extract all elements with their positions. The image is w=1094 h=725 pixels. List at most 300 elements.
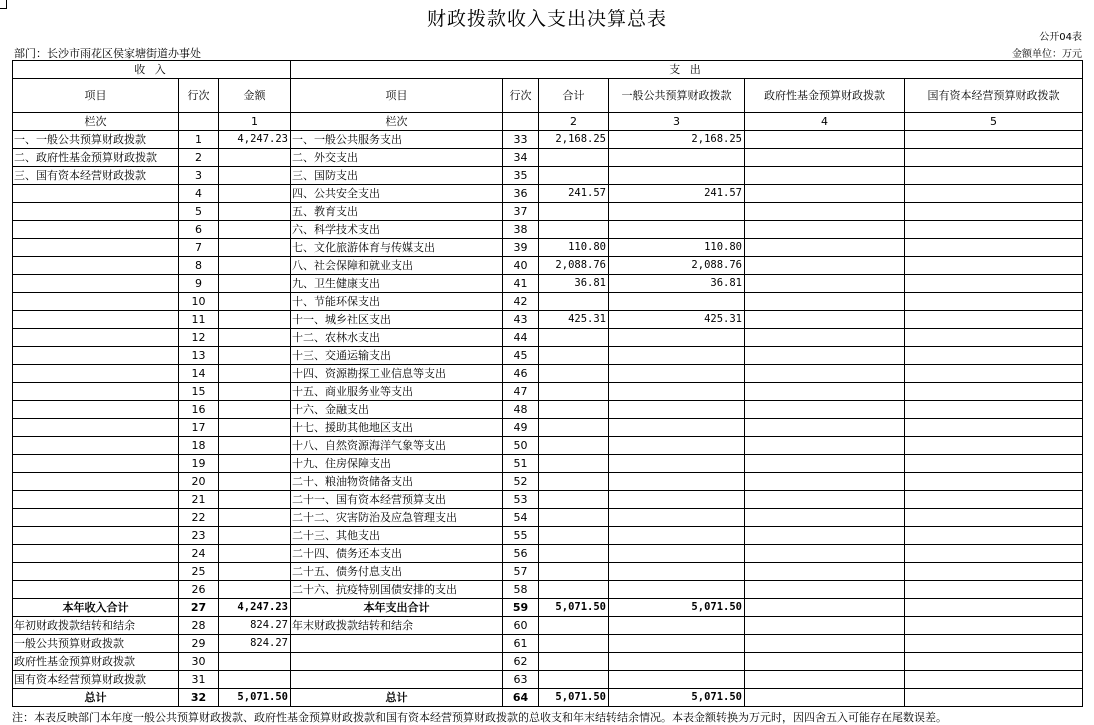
expense-fund-cell bbox=[745, 617, 905, 635]
expense-rowno-cell: 62 bbox=[503, 653, 539, 671]
expense-total-cell bbox=[539, 383, 609, 401]
income-item-cell: 年初财政拨款结转和结余 bbox=[13, 617, 179, 635]
income-item-cell bbox=[13, 455, 179, 473]
expense-fund-cell bbox=[745, 185, 905, 203]
income-amount-cell: 824.27 bbox=[219, 617, 291, 635]
expense-item-cell: 六、科学技术支出 bbox=[291, 221, 503, 239]
expense-state-cell bbox=[905, 347, 1083, 365]
income-rowno-cell: 15 bbox=[179, 383, 219, 401]
expense-state-cell bbox=[905, 185, 1083, 203]
expense-item-cell: 十三、交通运输支出 bbox=[291, 347, 503, 365]
income-amount-cell bbox=[219, 185, 291, 203]
expense-lanci: 栏次 bbox=[291, 113, 503, 131]
expense-fund-cell bbox=[745, 581, 905, 599]
expense-general-cell bbox=[609, 365, 745, 383]
expense-item-cell: 十六、金融支出 bbox=[291, 401, 503, 419]
income-rowno-cell: 9 bbox=[179, 275, 219, 293]
income-rowno-cell: 25 bbox=[179, 563, 219, 581]
table-row bbox=[13, 185, 1083, 203]
expense-state-header: 国有资本经营预算财政拨款 bbox=[905, 79, 1083, 113]
expense-rowno-cell: 46 bbox=[503, 365, 539, 383]
expense-item-cell: 十一、城乡社区支出 bbox=[291, 311, 503, 329]
expense-general-cell bbox=[609, 455, 745, 473]
expense-item-cell: 十八、自然资源海洋气象等支出 bbox=[291, 437, 503, 455]
expense-state-cell bbox=[905, 383, 1083, 401]
income-rowno-cell: 12 bbox=[179, 329, 219, 347]
table-row bbox=[13, 167, 1083, 185]
expense-item-cell: 五、教育支出 bbox=[291, 203, 503, 221]
table-row bbox=[13, 509, 1083, 527]
expense-rowno-cell: 59 bbox=[503, 599, 539, 617]
expense-general-cell bbox=[609, 221, 745, 239]
income-amount-cell bbox=[219, 365, 291, 383]
expense-total-cell bbox=[539, 167, 609, 185]
income-amount-cell bbox=[219, 293, 291, 311]
income-item-cell bbox=[13, 473, 179, 491]
expense-fund-header: 政府性基金预算财政拨款 bbox=[745, 79, 905, 113]
income-lanci-rowno bbox=[179, 113, 219, 131]
income-amount-cell bbox=[219, 671, 291, 689]
income-item-cell: 二、政府性基金预算财政拨款 bbox=[13, 149, 179, 167]
income-item-cell bbox=[13, 419, 179, 437]
income-rowno-cell: 26 bbox=[179, 581, 219, 599]
expense-total-cell bbox=[539, 545, 609, 563]
expense-total-cell: 2,088.76 bbox=[539, 257, 609, 275]
expense-fund-cell bbox=[745, 689, 905, 707]
column-header-row bbox=[13, 79, 1083, 113]
expense-rowno-cell: 58 bbox=[503, 581, 539, 599]
income-rowno-cell: 17 bbox=[179, 419, 219, 437]
expense-general-cell bbox=[609, 509, 745, 527]
expense-fund-cell bbox=[745, 599, 905, 617]
expense-total-cell bbox=[539, 221, 609, 239]
page-title: 财政拨款收入支出决算总表 bbox=[426, 8, 667, 30]
income-item-cell bbox=[13, 275, 179, 293]
expense-total-header: 合计 bbox=[539, 79, 609, 113]
expense-state-cell bbox=[905, 293, 1083, 311]
expense-item-cell: 八、社会保障和就业支出 bbox=[291, 257, 503, 275]
expense-state-cell bbox=[905, 437, 1083, 455]
expense-general-cell bbox=[609, 437, 745, 455]
expense-state-cell bbox=[905, 671, 1083, 689]
col-index-3: 3 bbox=[609, 113, 745, 131]
expense-item-cell: 十五、商业服务业等支出 bbox=[291, 383, 503, 401]
expense-rowno-cell: 50 bbox=[503, 437, 539, 455]
expense-general-cell: 2,088.76 bbox=[609, 257, 745, 275]
department-label: 部门：长沙市雨花区侯家塘街道办事处 bbox=[14, 47, 201, 60]
expense-rowno-cell: 57 bbox=[503, 563, 539, 581]
income-amount-cell bbox=[219, 149, 291, 167]
income-amount-cell bbox=[219, 401, 291, 419]
table-row bbox=[13, 257, 1083, 275]
expense-rowno-cell: 48 bbox=[503, 401, 539, 419]
table-row bbox=[13, 671, 1083, 689]
col-index-4: 4 bbox=[745, 113, 905, 131]
expense-fund-cell bbox=[745, 167, 905, 185]
income-amount-header: 金额 bbox=[219, 79, 291, 113]
expense-total-cell: 2,168.25 bbox=[539, 131, 609, 149]
expense-item-cell: 总计 bbox=[291, 689, 503, 707]
income-item-cell: 本年收入合计 bbox=[13, 599, 179, 617]
income-rowno-cell: 13 bbox=[179, 347, 219, 365]
expense-fund-cell bbox=[745, 311, 905, 329]
expense-rowno-header: 行次 bbox=[503, 79, 539, 113]
income-amount-cell: 4,247.23 bbox=[219, 131, 291, 149]
income-item-cell bbox=[13, 365, 179, 383]
expense-item-cell bbox=[291, 671, 503, 689]
income-amount-cell: 4,247.23 bbox=[219, 599, 291, 617]
income-item-cell bbox=[13, 509, 179, 527]
expense-item-cell: 四、公共安全支出 bbox=[291, 185, 503, 203]
expense-state-cell bbox=[905, 617, 1083, 635]
expense-fund-cell bbox=[745, 527, 905, 545]
income-rowno-cell: 14 bbox=[179, 365, 219, 383]
expense-rowno-cell: 43 bbox=[503, 311, 539, 329]
income-rowno-cell: 23 bbox=[179, 527, 219, 545]
income-amount-cell bbox=[219, 527, 291, 545]
expense-general-cell bbox=[609, 491, 745, 509]
expense-state-cell bbox=[905, 329, 1083, 347]
expense-state-cell bbox=[905, 545, 1083, 563]
income-item-cell bbox=[13, 581, 179, 599]
expense-total-cell: 241.57 bbox=[539, 185, 609, 203]
income-amount-cell bbox=[219, 221, 291, 239]
expense-rowno-cell: 38 bbox=[503, 221, 539, 239]
expense-fund-cell bbox=[745, 329, 905, 347]
expense-general-cell bbox=[609, 617, 745, 635]
income-rowno-cell: 28 bbox=[179, 617, 219, 635]
income-rowno-cell: 30 bbox=[179, 653, 219, 671]
income-item-cell: 三、国有资本经营财政拨款 bbox=[13, 167, 179, 185]
expense-item-cell: 二、外交支出 bbox=[291, 149, 503, 167]
expense-fund-cell bbox=[745, 275, 905, 293]
expense-fund-cell bbox=[745, 545, 905, 563]
income-item-cell bbox=[13, 293, 179, 311]
expense-rowno-cell: 52 bbox=[503, 473, 539, 491]
expense-fund-cell bbox=[745, 419, 905, 437]
table-row bbox=[13, 617, 1083, 635]
expense-fund-cell bbox=[745, 473, 905, 491]
income-rowno-cell: 22 bbox=[179, 509, 219, 527]
expense-total-cell: 425.31 bbox=[539, 311, 609, 329]
income-rowno-cell: 10 bbox=[179, 293, 219, 311]
expense-rowno-cell: 41 bbox=[503, 275, 539, 293]
income-item-cell bbox=[13, 311, 179, 329]
income-rowno-cell: 5 bbox=[179, 203, 219, 221]
expense-rowno-cell: 64 bbox=[503, 689, 539, 707]
expense-total-cell bbox=[539, 671, 609, 689]
expense-fund-cell bbox=[745, 401, 905, 419]
expense-total-cell: 5,071.50 bbox=[539, 689, 609, 707]
expense-state-cell bbox=[905, 401, 1083, 419]
expense-total-cell bbox=[539, 635, 609, 653]
expense-item-cell: 二十二、灾害防治及应急管理支出 bbox=[291, 509, 503, 527]
expense-general-cell: 110.80 bbox=[609, 239, 745, 257]
income-amount-cell bbox=[219, 653, 291, 671]
income-rowno-header: 行次 bbox=[179, 79, 219, 113]
expense-state-cell bbox=[905, 527, 1083, 545]
expense-rowno-cell: 55 bbox=[503, 527, 539, 545]
expense-general-cell: 241.57 bbox=[609, 185, 745, 203]
income-rowno-cell: 1 bbox=[179, 131, 219, 149]
expense-total-cell bbox=[539, 617, 609, 635]
table-row bbox=[13, 401, 1083, 419]
expense-total-cell bbox=[539, 581, 609, 599]
expense-general-cell bbox=[609, 383, 745, 401]
expense-state-cell bbox=[905, 203, 1083, 221]
table-row bbox=[13, 221, 1083, 239]
expense-total-cell: 110.80 bbox=[539, 239, 609, 257]
table-row bbox=[13, 149, 1083, 167]
income-amount-cell bbox=[219, 347, 291, 365]
expense-fund-cell bbox=[745, 221, 905, 239]
table-row bbox=[13, 455, 1083, 473]
expense-general-cell bbox=[609, 167, 745, 185]
expense-state-cell bbox=[905, 689, 1083, 707]
income-item-cell bbox=[13, 545, 179, 563]
expense-state-cell bbox=[905, 311, 1083, 329]
income-rowno-cell: 3 bbox=[179, 167, 219, 185]
expense-total-cell bbox=[539, 365, 609, 383]
expense-general-cell bbox=[609, 347, 745, 365]
income-amount-cell: 824.27 bbox=[219, 635, 291, 653]
income-amount-cell bbox=[219, 545, 291, 563]
table-row bbox=[13, 599, 1083, 617]
expense-item-cell: 二十五、债务付息支出 bbox=[291, 563, 503, 581]
expense-fund-cell bbox=[745, 257, 905, 275]
expense-fund-cell bbox=[745, 653, 905, 671]
expense-fund-cell bbox=[745, 509, 905, 527]
table-row bbox=[13, 473, 1083, 491]
expense-rowno-cell: 34 bbox=[503, 149, 539, 167]
table-row bbox=[13, 545, 1083, 563]
expense-item-cell: 二十一、国有资本经营预算支出 bbox=[291, 491, 503, 509]
expense-state-cell bbox=[905, 653, 1083, 671]
income-item-cell bbox=[13, 527, 179, 545]
expense-fund-cell bbox=[745, 563, 905, 581]
income-amount-cell bbox=[219, 203, 291, 221]
expense-state-cell bbox=[905, 149, 1083, 167]
col-index-2: 2 bbox=[539, 113, 609, 131]
expense-general-cell bbox=[609, 473, 745, 491]
expense-state-cell bbox=[905, 257, 1083, 275]
expense-rowno-cell: 33 bbox=[503, 131, 539, 149]
expense-total-cell: 36.81 bbox=[539, 275, 609, 293]
income-amount-cell bbox=[219, 437, 291, 455]
expense-item-cell: 本年支出合计 bbox=[291, 599, 503, 617]
income-rowno-cell: 4 bbox=[179, 185, 219, 203]
table-row bbox=[13, 347, 1083, 365]
income-rowno-cell: 6 bbox=[179, 221, 219, 239]
income-item-cell bbox=[13, 203, 179, 221]
table-row bbox=[13, 491, 1083, 509]
income-amount-cell bbox=[219, 509, 291, 527]
income-amount-cell bbox=[219, 167, 291, 185]
expense-general-cell bbox=[609, 635, 745, 653]
expense-rowno-cell: 51 bbox=[503, 455, 539, 473]
expense-general-cell bbox=[609, 401, 745, 419]
expense-fund-cell bbox=[745, 437, 905, 455]
expense-rowno-cell: 36 bbox=[503, 185, 539, 203]
expense-item-cell: 十四、资源勘探工业信息等支出 bbox=[291, 365, 503, 383]
expense-fund-cell bbox=[745, 365, 905, 383]
income-item-cell bbox=[13, 347, 179, 365]
expense-general-cell: 5,071.50 bbox=[609, 599, 745, 617]
income-item-cell bbox=[13, 563, 179, 581]
expense-item-cell: 十九、住房保障支出 bbox=[291, 455, 503, 473]
expense-rowno-cell: 54 bbox=[503, 509, 539, 527]
income-amount-cell bbox=[219, 239, 291, 257]
income-item-cell: 政府性基金预算财政拨款 bbox=[13, 653, 179, 671]
expense-total-cell bbox=[539, 329, 609, 347]
expense-rowno-cell: 37 bbox=[503, 203, 539, 221]
income-amount-cell bbox=[219, 491, 291, 509]
income-amount-cell bbox=[219, 383, 291, 401]
income-item-cell bbox=[13, 185, 179, 203]
expense-total-cell bbox=[539, 293, 609, 311]
table-row bbox=[13, 365, 1083, 383]
expense-rowno-cell: 60 bbox=[503, 617, 539, 635]
income-rowno-cell: 29 bbox=[179, 635, 219, 653]
expense-fund-cell bbox=[745, 383, 905, 401]
expense-state-cell bbox=[905, 455, 1083, 473]
income-rowno-cell: 7 bbox=[179, 239, 219, 257]
income-amount-cell bbox=[219, 563, 291, 581]
expense-state-cell bbox=[905, 635, 1083, 653]
expense-fund-cell bbox=[745, 203, 905, 221]
income-rowno-cell: 18 bbox=[179, 437, 219, 455]
expense-item-cell: 二十四、债务还本支出 bbox=[291, 545, 503, 563]
income-section-header: 收 入 bbox=[13, 61, 291, 79]
expense-general-cell bbox=[609, 293, 745, 311]
table-row bbox=[13, 581, 1083, 599]
income-item-cell bbox=[13, 239, 179, 257]
table-row bbox=[13, 563, 1083, 581]
expense-general-cell bbox=[609, 203, 745, 221]
expense-rowno-cell: 49 bbox=[503, 419, 539, 437]
expense-general-cell bbox=[609, 563, 745, 581]
expense-fund-cell bbox=[745, 131, 905, 149]
expense-item-header: 项目 bbox=[291, 79, 503, 113]
expense-item-cell: 二十三、其他支出 bbox=[291, 527, 503, 545]
expense-general-cell bbox=[609, 581, 745, 599]
table-row bbox=[13, 383, 1083, 401]
expense-item-cell: 一、一般公共服务支出 bbox=[291, 131, 503, 149]
table-row bbox=[13, 293, 1083, 311]
expense-total-cell bbox=[539, 563, 609, 581]
expense-rowno-cell: 42 bbox=[503, 293, 539, 311]
income-amount-cell bbox=[219, 257, 291, 275]
expense-rowno-cell: 35 bbox=[503, 167, 539, 185]
income-item-cell bbox=[13, 257, 179, 275]
expense-item-cell: 七、文化旅游体育与传媒支出 bbox=[291, 239, 503, 257]
unit-label: 金额单位：万元 bbox=[1012, 49, 1082, 60]
expense-total-cell bbox=[539, 455, 609, 473]
expense-state-cell bbox=[905, 419, 1083, 437]
income-rowno-cell: 31 bbox=[179, 671, 219, 689]
expense-rowno-cell: 39 bbox=[503, 239, 539, 257]
table-row bbox=[13, 203, 1083, 221]
expense-fund-cell bbox=[745, 347, 905, 365]
income-amount-cell bbox=[219, 455, 291, 473]
expense-total-cell bbox=[539, 203, 609, 221]
expense-fund-cell bbox=[745, 149, 905, 167]
table-row bbox=[13, 311, 1083, 329]
expense-state-cell bbox=[905, 599, 1083, 617]
table-row bbox=[13, 527, 1083, 545]
expense-general-cell bbox=[609, 653, 745, 671]
income-rowno-cell: 19 bbox=[179, 455, 219, 473]
expense-rowno-cell: 40 bbox=[503, 257, 539, 275]
expense-rowno-cell: 53 bbox=[503, 491, 539, 509]
income-rowno-cell: 27 bbox=[179, 599, 219, 617]
expense-state-cell bbox=[905, 131, 1083, 149]
income-item-cell: 总计 bbox=[13, 689, 179, 707]
expense-fund-cell bbox=[745, 293, 905, 311]
expense-general-cell bbox=[609, 545, 745, 563]
expense-state-cell bbox=[905, 563, 1083, 581]
expense-item-cell: 二十六、抗疫特别国债安排的支出 bbox=[291, 581, 503, 599]
expense-item-cell: 三、国防支出 bbox=[291, 167, 503, 185]
expense-state-cell bbox=[905, 275, 1083, 293]
expense-general-cell: 425.31 bbox=[609, 311, 745, 329]
expense-general-cell bbox=[609, 419, 745, 437]
col-index-5: 5 bbox=[905, 113, 1083, 131]
expense-total-cell bbox=[539, 527, 609, 545]
expense-section-header: 支 出 bbox=[291, 61, 1083, 79]
expense-item-cell: 十二、农林水支出 bbox=[291, 329, 503, 347]
expense-state-cell bbox=[905, 365, 1083, 383]
table-row bbox=[13, 329, 1083, 347]
income-amount-cell bbox=[219, 311, 291, 329]
expense-fund-cell bbox=[745, 635, 905, 653]
expense-general-cell: 36.81 bbox=[609, 275, 745, 293]
expense-general-cell bbox=[609, 527, 745, 545]
expense-item-cell: 十、节能环保支出 bbox=[291, 293, 503, 311]
expense-general-cell bbox=[609, 149, 745, 167]
expense-general-cell: 2,168.25 bbox=[609, 131, 745, 149]
income-rowno-cell: 11 bbox=[179, 311, 219, 329]
income-lanci: 栏次 bbox=[13, 113, 179, 131]
income-amount-cell bbox=[219, 419, 291, 437]
income-item-cell: 国有资本经营预算财政拨款 bbox=[13, 671, 179, 689]
form-number: 公开04表 bbox=[1039, 32, 1082, 43]
table-row bbox=[13, 419, 1083, 437]
expense-rowno-cell: 44 bbox=[503, 329, 539, 347]
income-item-cell bbox=[13, 401, 179, 419]
income-rowno-cell: 2 bbox=[179, 149, 219, 167]
expense-state-cell bbox=[905, 509, 1083, 527]
income-item-cell: 一般公共预算财政拨款 bbox=[13, 635, 179, 653]
expense-item-cell bbox=[291, 653, 503, 671]
expense-state-cell bbox=[905, 581, 1083, 599]
expense-general-header: 一般公共预算财政拨款 bbox=[609, 79, 745, 113]
footnote: 注：本表反映部门本年度一般公共预算财政拨款、政府性基金预算财政拨款和国有资本经营预算财政拨款的总收支和年末结转结余情况。本表金额转换为万元时，因四舍五入可能存在尾数误差。 bbox=[12, 711, 947, 724]
expense-item-cell: 二十、粮油物资储备支出 bbox=[291, 473, 503, 491]
income-rowno-cell: 24 bbox=[179, 545, 219, 563]
income-item-header: 项目 bbox=[13, 79, 179, 113]
expense-total-cell bbox=[539, 419, 609, 437]
expense-fund-cell bbox=[745, 671, 905, 689]
table-row bbox=[13, 239, 1083, 257]
expense-general-cell bbox=[609, 329, 745, 347]
income-rowno-cell: 16 bbox=[179, 401, 219, 419]
table-row bbox=[13, 635, 1083, 653]
income-rowno-cell: 32 bbox=[179, 689, 219, 707]
section-header-row bbox=[13, 61, 1083, 79]
expense-total-cell bbox=[539, 347, 609, 365]
income-amount-cell: 5,071.50 bbox=[219, 689, 291, 707]
